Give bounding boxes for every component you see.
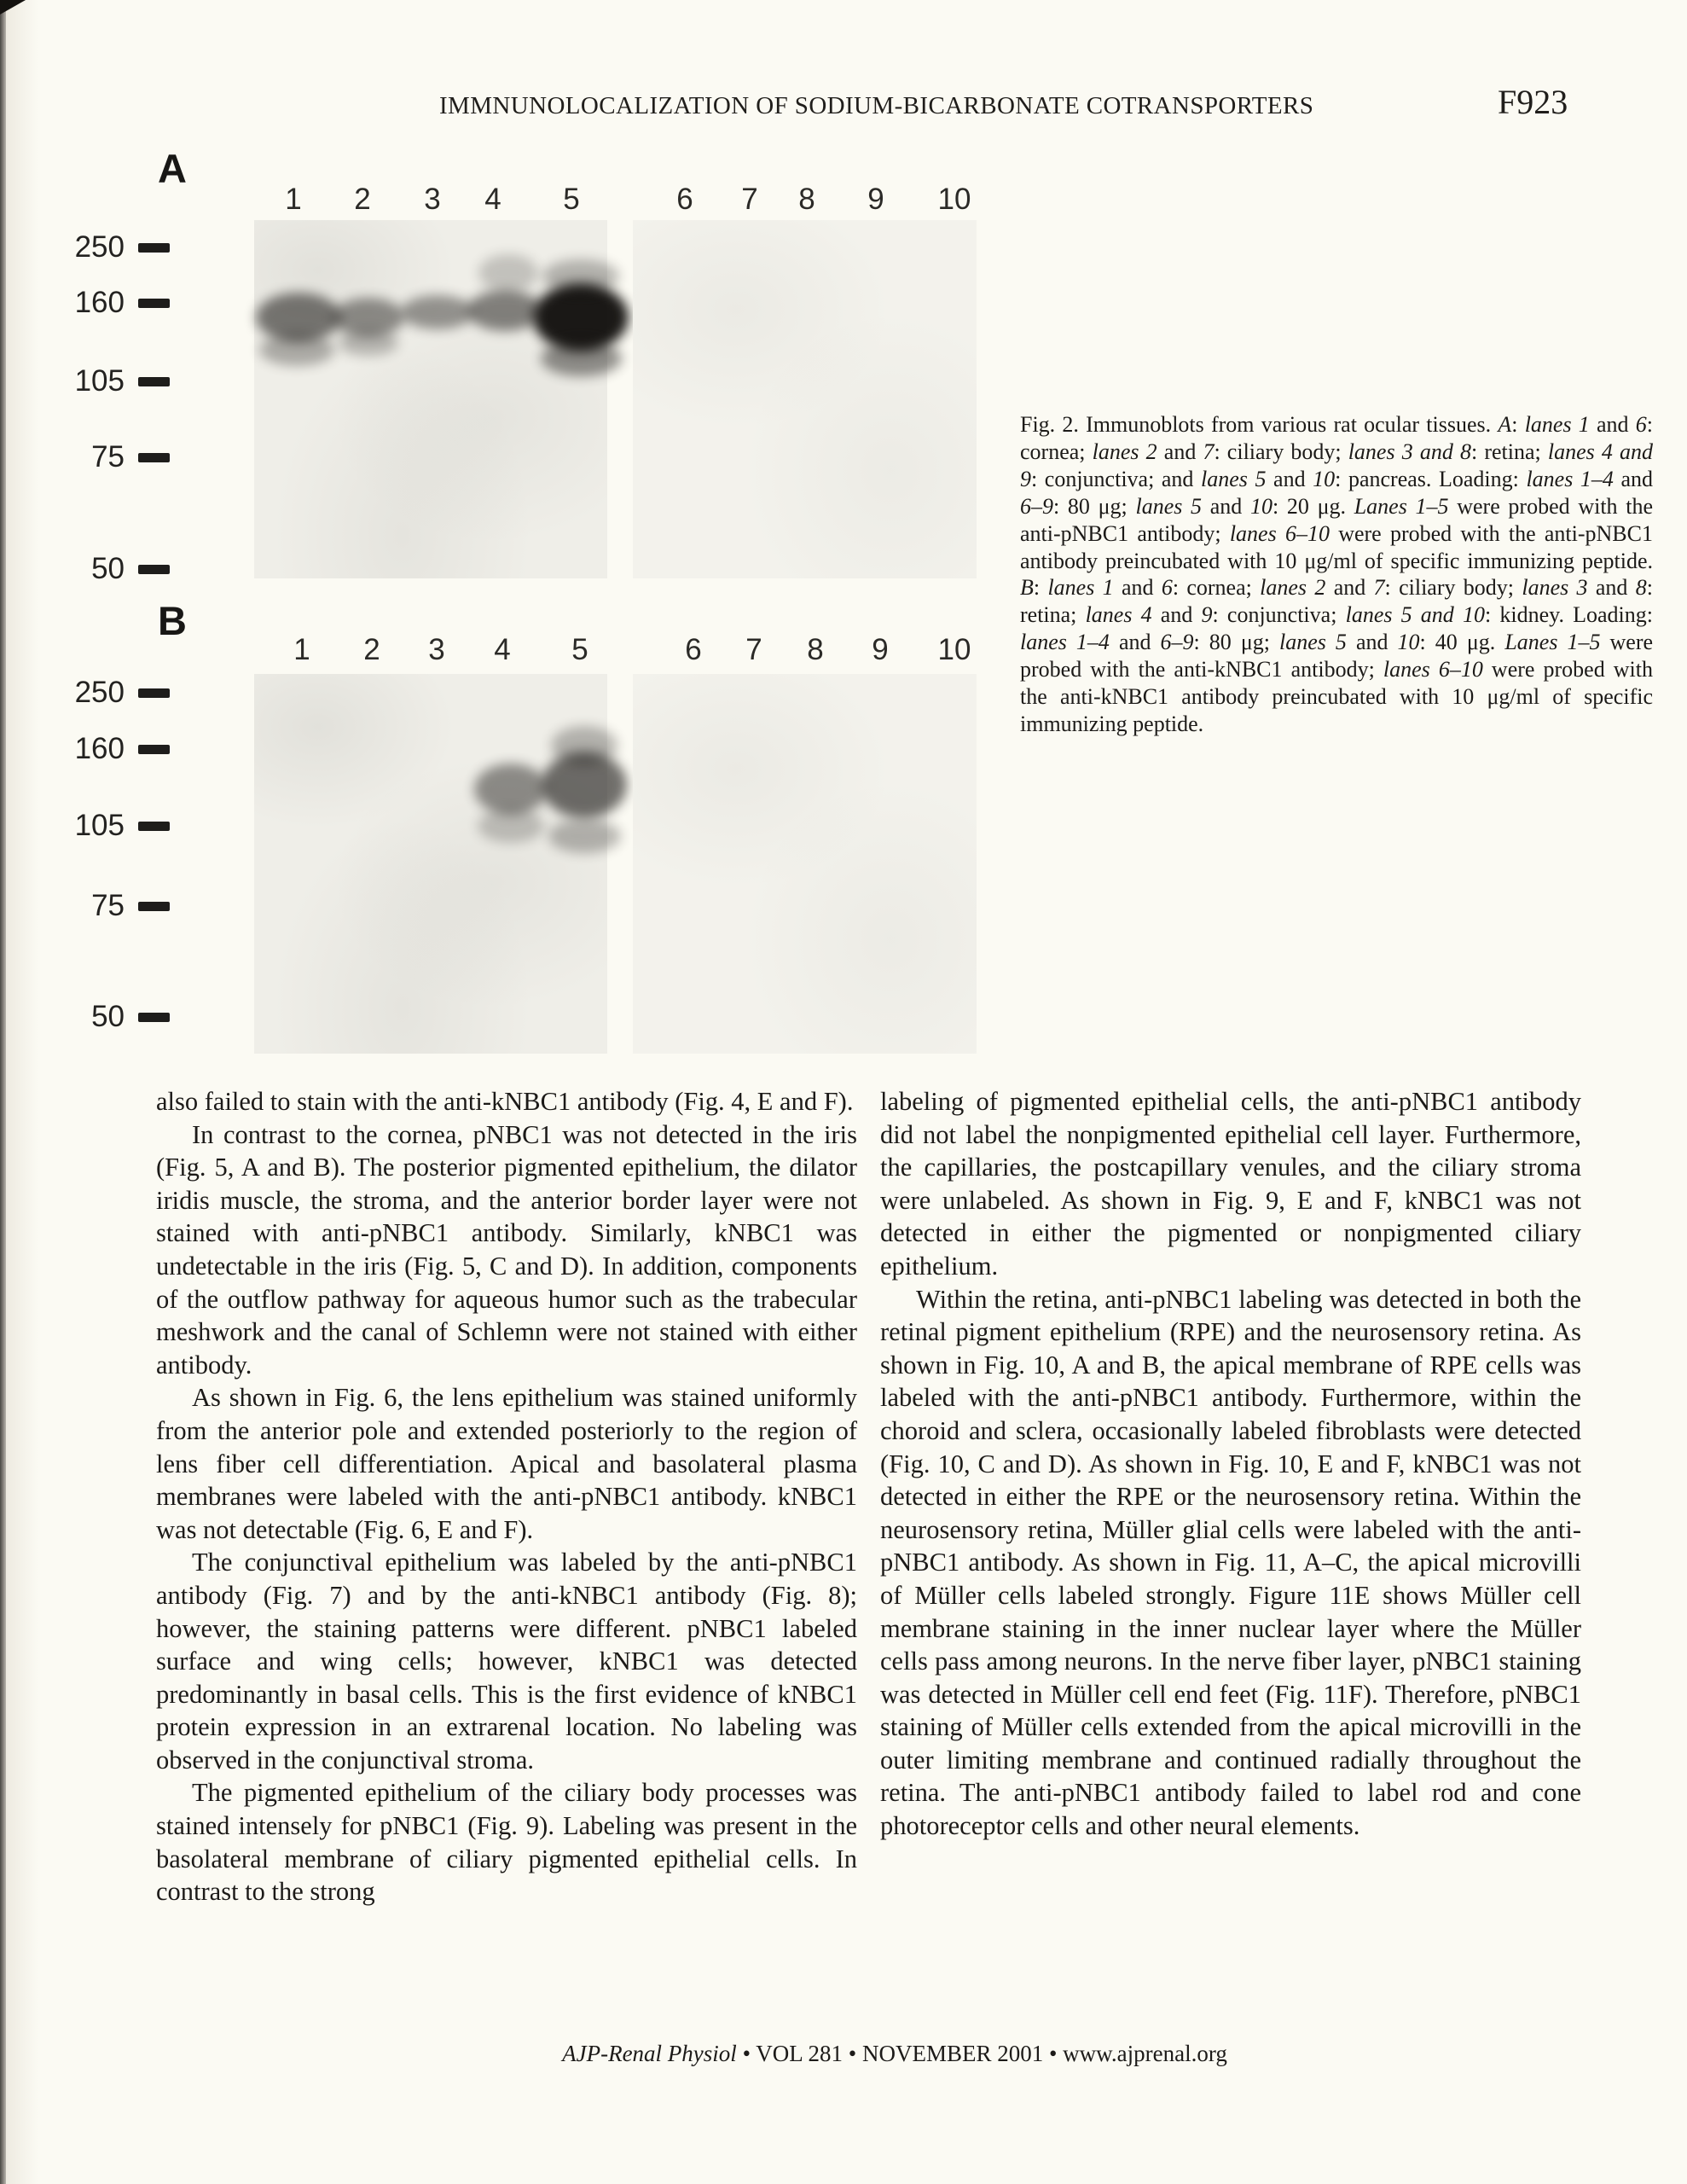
text-segment: lanes 1 xyxy=(1524,412,1590,437)
text-segment: : retina; xyxy=(1020,575,1653,628)
text-segment: were probed with the anti-pNBC1 antibody; xyxy=(1020,493,1653,546)
mw-value: 50 xyxy=(91,552,125,585)
mw-tick xyxy=(138,902,170,911)
protein-band-lane-1 xyxy=(259,334,334,366)
text-segment: : cornea; xyxy=(1172,575,1261,601)
protein-band-lane-4 xyxy=(467,290,542,331)
text-segment: were probed with the anti-kNBC1 antibody preincubated with 10 μg/ml of specific immunizing peptide. xyxy=(1020,657,1653,736)
mw-value: 75 xyxy=(91,440,125,473)
text-segment: : retina; xyxy=(1470,439,1548,464)
text-segment: and xyxy=(1266,466,1313,491)
mw-tick xyxy=(138,453,170,462)
mw-tick xyxy=(138,745,170,754)
text-segment: lanes 5 xyxy=(1135,493,1203,519)
molecular-weight-marker xyxy=(51,552,170,586)
lane-number: 7 xyxy=(741,183,758,216)
mw-tick xyxy=(138,1013,170,1022)
lane-number: 1 xyxy=(285,183,302,216)
blot-membrane-lanes-1-5 xyxy=(254,220,607,578)
paragraph: The pigmented epithelium of the ciliary body processes was stained intensely for pNBC1 (Fig. 9). Labeling was present in the basolateral membrane of ciliary pigmented epithelial cells. In contrast to the strong xyxy=(156,1778,857,1907)
mw-value: 250 xyxy=(74,230,125,264)
mw-value: 75 xyxy=(91,889,125,922)
protein-band-lane-3 xyxy=(401,295,474,329)
mw-tick xyxy=(138,377,170,386)
protein-band-lane-5 xyxy=(542,259,619,293)
lane-number: 3 xyxy=(428,633,445,666)
paragraph: Within the retina, anti-pNBC1 labeling was detected in both the retinal pigment epithelium (RPE) and the neurosensory retina. As shown in Fig. 10, A and B, the apical membrane of RPE cells was labeled with the anti-pNBC1 antibody. Furthermore, within the choroid and sclera, occasionally labeled fibroblasts were detected (Fig. 10, C and D). As shown in Fig. 10, E and F, kNBC1 was not detected in either the RPE or the neurosensory retina. Within the neurosensory retina, Müller glial cells were labeled with the anti-pNBC1 antibody. As shown in Fig. 11, A–C, the apical microvilli of Müller cells labeled strongly. Figure 11E shows Müller cell membrane staining in the inner nuclear layer where the Müller cells pass among neurons. In the nerve fiber layer, pNBC1 staining was detected in Müller cell end feet (Fig. 11F). Therefore, pNBC1 staining of Müller cells extended from the apical microvilli in the outer limiting membrane and continued radially throughout the retina. The anti-pNBC1 antibody failed to label rod and cone photoreceptor cells and other neural elements. xyxy=(880,1284,1581,1841)
text-segment: : ciliary body; xyxy=(1384,575,1522,601)
lane-number: 10 xyxy=(937,633,971,666)
lane-number: 4 xyxy=(494,633,511,666)
text-segment: lanes 3 xyxy=(1522,575,1588,601)
lane-number: 3 xyxy=(424,183,441,216)
mw-tick xyxy=(138,299,170,308)
journal-footer xyxy=(102,2041,1687,2067)
text-segment: 10 xyxy=(1397,630,1420,655)
figure-caption xyxy=(1020,411,1653,738)
text-segment: and xyxy=(1587,575,1636,601)
text-segment: lanes 5 and 10 xyxy=(1345,602,1485,628)
protein-band-lane-4 xyxy=(474,764,548,815)
text-segment: : 80 μg; xyxy=(1053,493,1136,519)
figure-panel-b xyxy=(51,589,998,1066)
text-segment: lanes 4 xyxy=(1085,602,1152,628)
protein-band-lane-4 xyxy=(478,254,538,292)
scan-left-shade xyxy=(6,0,38,2184)
paragraph: In contrast to the cornea, pNBC1 was not detected in the iris (Fig. 5, A and B). The posterior pigmented epithelium, the dilator iridis muscle, the stroma, and the anterior border layer were not stained with anti-pNBC1 antibody. Similarly, kNBC1 was undetectable in the iris (Fig. 5, C and D). In addition, components of the outflow pathway for aqueous humor such as the trabecular meshwork and the canal of Schlemn were not stained with either antibody. xyxy=(156,1119,857,1380)
text-segment: lanes 5 xyxy=(1201,466,1267,491)
text-segment: : cornea; xyxy=(1020,412,1653,464)
text-segment: lanes 1–4 xyxy=(1020,630,1110,655)
molecular-weight-marker xyxy=(51,889,170,923)
lane-number: 1 xyxy=(293,633,310,666)
text-segment: 6 xyxy=(1161,575,1173,601)
text-segment: 9 xyxy=(1201,602,1213,628)
lane-number: 6 xyxy=(676,183,693,216)
scan-left-edge xyxy=(0,0,6,2184)
text-segment: 10 xyxy=(1249,493,1272,519)
page-number: F923 xyxy=(1498,83,1568,121)
text-segment: and xyxy=(1157,439,1203,464)
text-segment: 6 xyxy=(1635,412,1647,437)
protein-band-lane-5 xyxy=(541,340,622,376)
protein-band-lane-4 xyxy=(478,809,544,843)
lane-number: 7 xyxy=(745,633,762,666)
mw-value: 50 xyxy=(91,1000,125,1033)
text-segment: lanes 2 xyxy=(1260,575,1326,601)
panel-a-label: A xyxy=(158,146,187,191)
text-segment: and xyxy=(1113,575,1162,601)
text-segment: : xyxy=(1511,412,1525,437)
text-segment: lanes 1–4 xyxy=(1526,466,1614,491)
text-segment: were probed with the anti-kNBC1 antibody; xyxy=(1020,630,1654,682)
lane-number: 2 xyxy=(354,183,371,216)
body-right-column xyxy=(880,1085,1581,1843)
text-segment: : kidney. Loading: xyxy=(1484,602,1653,628)
text-segment: 6–9 xyxy=(1020,493,1053,519)
text-segment: and xyxy=(1613,466,1654,491)
molecular-weight-marker xyxy=(51,676,170,710)
lane-number: 5 xyxy=(563,183,580,216)
text-segment: lanes 1 xyxy=(1047,575,1114,601)
blot-membrane-lanes-1-5 xyxy=(254,674,607,1054)
running-title: IMMNUNOLOCALIZATION OF SODIUM-BICARBONATE COTRANSPORTERS xyxy=(439,92,1314,119)
lane-number: 4 xyxy=(484,183,501,216)
text-segment: 7 xyxy=(1203,439,1215,464)
molecular-weight-marker xyxy=(51,732,170,766)
text-segment: Lanes 1–5 xyxy=(1354,493,1449,519)
text-segment: • VOL 281 • NOVEMBER 2001 • www.ajprenal.org xyxy=(736,2041,1227,2066)
mw-value: 160 xyxy=(74,286,125,319)
text-segment: lanes 6–10 xyxy=(1383,657,1483,682)
text-segment: lanes 5 xyxy=(1279,630,1347,655)
mw-tick xyxy=(138,822,170,831)
panel-b-label: B xyxy=(158,598,187,643)
text-segment: 6–9 xyxy=(1160,630,1194,655)
text-segment: : 80 μg; xyxy=(1193,630,1280,655)
blot-membrane-lanes-6-10 xyxy=(633,674,977,1054)
text-segment: : conjunctiva; xyxy=(1212,602,1346,628)
molecular-weight-marker xyxy=(51,1000,170,1034)
protein-band-lane-5 xyxy=(548,819,621,853)
text-segment: Fig. 2. Immunoblots from various rat ocular tissues. xyxy=(1020,412,1499,437)
protein-band-lane-2 xyxy=(339,330,398,356)
text-segment: and xyxy=(1202,493,1250,519)
text-segment: AJP-Renal Physiol xyxy=(562,2041,737,2066)
text-segment: lanes 6–10 xyxy=(1229,520,1330,546)
lane-number: 9 xyxy=(867,183,884,216)
text-segment: and xyxy=(1346,630,1398,655)
lane-number: 2 xyxy=(363,633,380,666)
lane-number: 9 xyxy=(872,633,889,666)
lane-number: 6 xyxy=(685,633,702,666)
lane-number: 5 xyxy=(571,633,588,666)
text-segment: : ciliary body; xyxy=(1214,439,1348,464)
paragraph: also failed to stain with the anti-kNBC1 antibody (Fig. 4, E and F). xyxy=(156,1087,854,1116)
mw-value: 105 xyxy=(74,809,125,842)
text-segment: B xyxy=(1020,575,1034,601)
lane-number: 8 xyxy=(807,633,824,666)
text-segment: and xyxy=(1589,412,1636,437)
text-segment: lanes 4 and 9 xyxy=(1020,439,1653,491)
text-segment: lanes 3 and 8 xyxy=(1348,439,1471,464)
mw-tick xyxy=(138,688,170,698)
mw-tick xyxy=(138,243,170,253)
molecular-weight-marker xyxy=(51,364,170,398)
lane-number: 10 xyxy=(937,183,971,216)
text-segment: 7 xyxy=(1373,575,1385,601)
text-segment: : pancreas. Loading: xyxy=(1335,466,1527,491)
text-segment: and xyxy=(1325,575,1374,601)
text-segment: lanes 2 xyxy=(1092,439,1157,464)
text-segment: : conjunctiva; and xyxy=(1031,466,1201,491)
text-segment: and xyxy=(1151,602,1202,628)
protein-band-lane-5 xyxy=(551,726,617,765)
molecular-weight-marker xyxy=(51,440,170,474)
molecular-weight-marker xyxy=(51,230,170,264)
mw-value: 160 xyxy=(74,732,125,765)
text-segment: 8 xyxy=(1635,575,1647,601)
mw-value: 105 xyxy=(74,364,125,398)
text-segment: were probed with the anti-pNBC1 antibody preincubated with 10 μg/ml of specific immunizing peptide. xyxy=(1020,520,1653,573)
text-segment: and xyxy=(1109,630,1161,655)
text-segment: Lanes 1–5 xyxy=(1504,630,1601,655)
text-segment: : 20 μg. xyxy=(1272,493,1354,519)
mw-value: 250 xyxy=(74,676,125,709)
paragraph: As shown in Fig. 6, the lens epithelium was stained uniformly from the anterior pole and extended posteriorly to the region of lens fiber cell differentiation. Apical and basolateral plasma membranes were labeled with the anti-pNBC1 antibody. kNBC1 was not detectable (Fig. 6, E and F). xyxy=(156,1383,857,1544)
mw-tick xyxy=(138,565,170,574)
body-left-column xyxy=(156,1085,857,1908)
text-segment: : xyxy=(1033,575,1048,601)
molecular-weight-marker xyxy=(51,286,170,320)
scan-corner-mark xyxy=(0,0,26,15)
text-segment: 10 xyxy=(1313,466,1336,491)
text-segment: A xyxy=(1498,412,1512,437)
text-segment: : 40 μg. xyxy=(1419,630,1505,655)
paragraph: The conjunctival epithelium was labeled by the anti-pNBC1 antibody (Fig. 7) and by the anti-kNBC1 antibody (Fig. 8); however, the staining patterns were different. pNBC1 labeled surface and wing cells; however, kNBC1 was detected predominantly in basal cells. This is the first evidence of kNBC1 protein expression in an extrarenal location. No labeling was observed in the conjunctival stroma. xyxy=(156,1548,857,1774)
blot-membrane-lanes-6-10 xyxy=(633,220,977,578)
lane-number: 8 xyxy=(798,183,815,216)
paragraph: labeling of pigmented epithelial cells, the anti-pNBC1 antibody did not label the nonpigmented epithelial cell layer. Furthermore, the capillaries, the postcapillary venules, and the ciliary stroma were unlabeled. As shown in Fig. 9, E and F, kNBC1 was not detected in either the pigmented or nonpigmented ciliary epithelium. xyxy=(880,1087,1581,1281)
figure-panel-a xyxy=(51,145,998,589)
molecular-weight-marker xyxy=(51,809,170,843)
